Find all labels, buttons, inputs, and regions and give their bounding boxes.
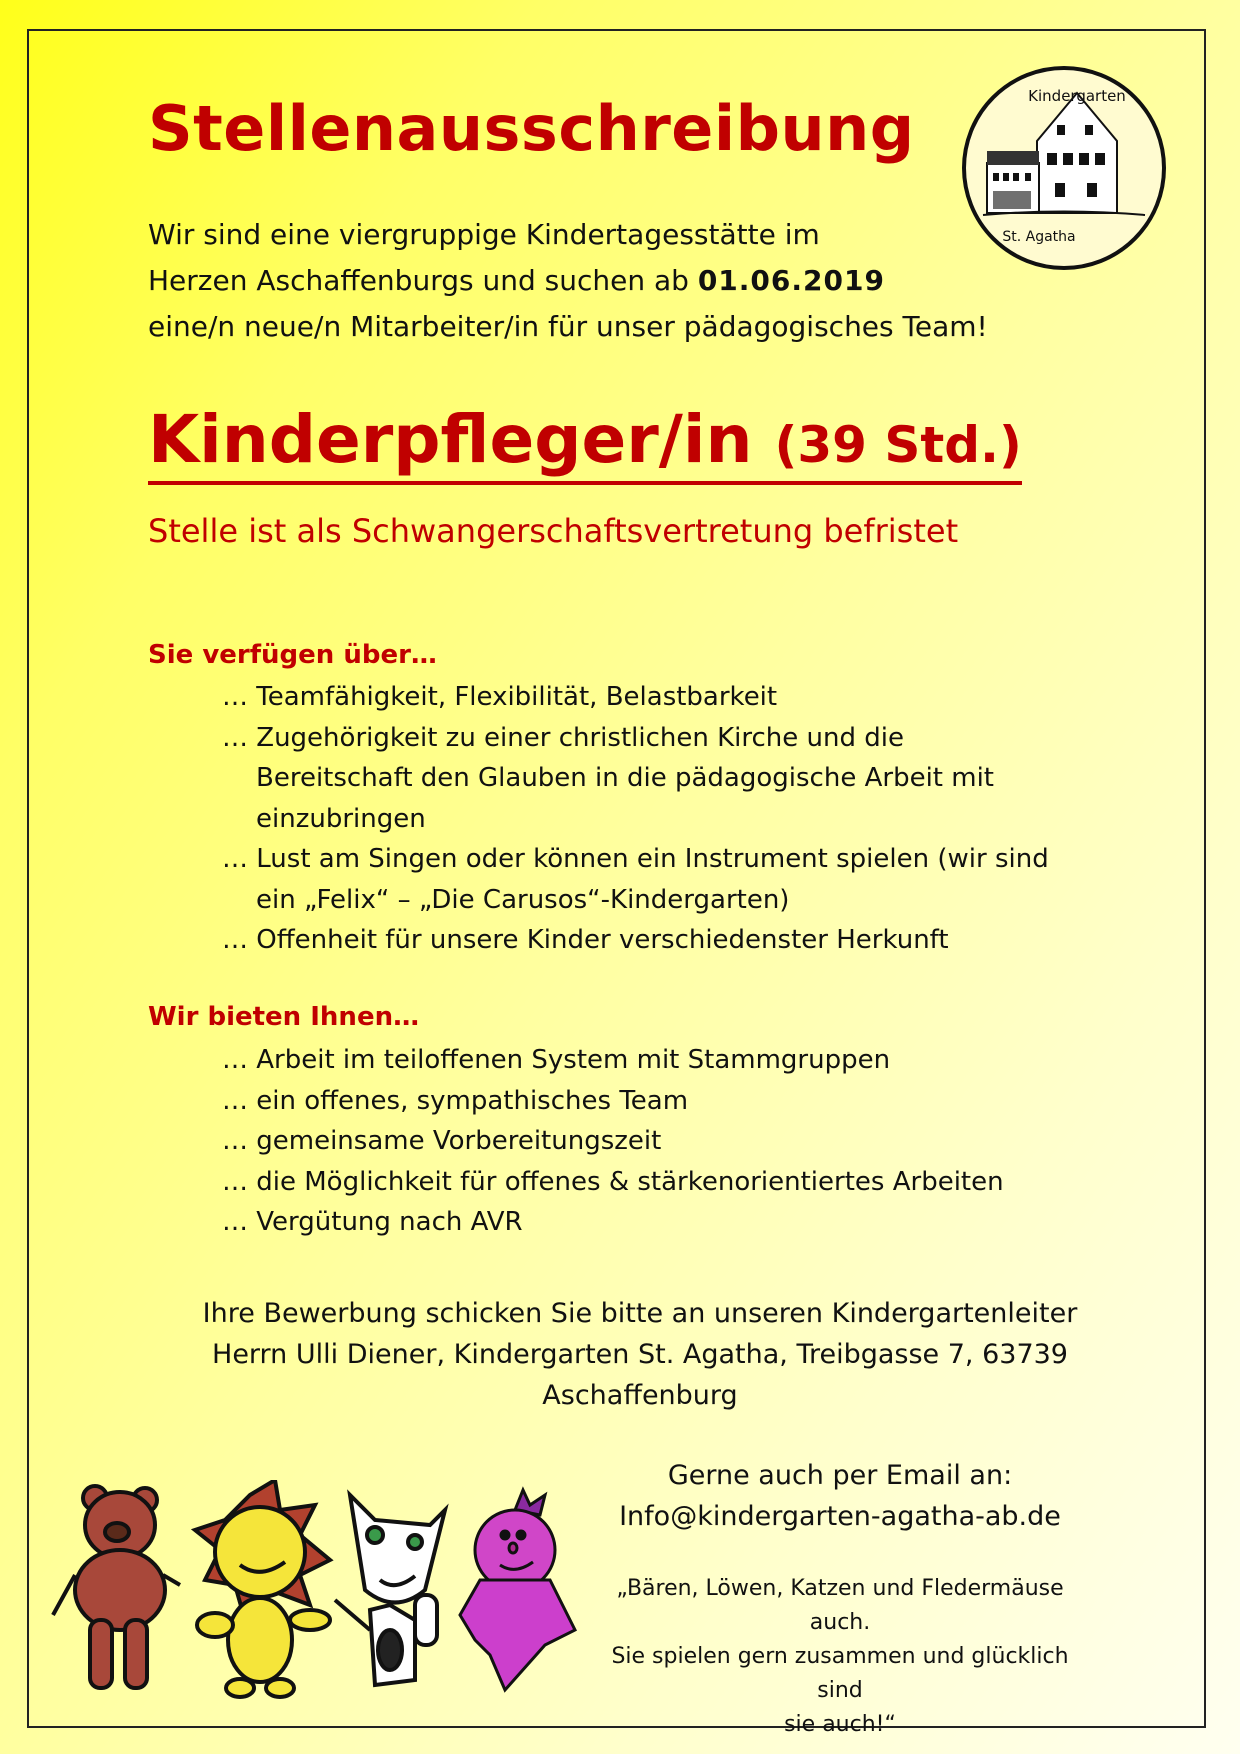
position-subtitle: Stelle ist als Schwangerschaftsvertretung befristet <box>148 512 959 550</box>
offer-item: … Vergütung nach AVR <box>222 1207 523 1237</box>
position-title <box>148 401 1022 485</box>
animal-illustrations <box>45 1480 585 1700</box>
intro-line-2-text: Herzen Aschaffenburgs und suchen ab <box>148 264 698 297</box>
offer-item: … gemeinsame Vorbereitungszeit <box>222 1126 662 1156</box>
quote-line-1: „Bären, Löwen, Katzen und Fledermäuse auch. <box>616 1576 1064 1635</box>
page-title: Stellenausschreibung <box>148 92 915 165</box>
offers-heading: Wir bieten Ihnen… <box>148 1002 420 1032</box>
offer-item: … ein offenes, sympathisches Team <box>222 1085 689 1116</box>
requirements-list <box>222 677 1049 961</box>
requirement-item-continuation: Bereitschaft den Glauben in die pädagogische Arbeit mit <box>256 763 994 793</box>
svg-text:Kindergarten: Kindergarten <box>1028 87 1126 105</box>
intro-line-3: eine/n neue/n Mitarbeiter/in für unser pädagogisches Team! <box>148 310 988 343</box>
bat-drawing <box>460 1490 575 1690</box>
requirement-item: … Teamfähigkeit, Flexibilität, Belastbarkeit <box>222 682 778 712</box>
application-line-3: Aschaffenburg <box>542 1380 738 1411</box>
cat-drawing <box>335 1495 445 1685</box>
closing-quote <box>590 1572 1090 1742</box>
requirement-item-continuation: ein „Felix“ – „Die Carusos“-Kindergarten) <box>256 884 790 915</box>
kindergarten-logo-seal <box>959 63 1169 273</box>
position-hours: (39 Std.) <box>774 416 1022 474</box>
offers-list <box>222 1040 1004 1243</box>
quote-line-3: sie auch!“ <box>784 1712 896 1737</box>
application-line-1: Ihre Bewerbung schicken Sie bitte an unseren Kindergartenleiter <box>202 1298 1078 1329</box>
requirements-heading: Sie verfügen über… <box>148 640 437 670</box>
application-address <box>160 1293 1120 1416</box>
email-link[interactable]: Info@kindergarten-agatha-ab.de <box>619 1501 1061 1532</box>
start-date: 01.06.2019 <box>697 264 885 297</box>
position-name: Kinderpfleger/in <box>148 401 753 478</box>
intro-paragraph <box>148 212 988 350</box>
svg-text:St. Agatha: St. Agatha <box>1002 229 1076 245</box>
intro-line-1: Wir sind eine viergruppige Kindertagesstätte im <box>148 218 820 251</box>
intro-line-2 <box>148 258 988 304</box>
quote-line-2: Sie spielen gern zusammen und glücklich sind <box>611 1644 1069 1703</box>
kindergarten-building-seal-icon <box>959 63 1169 273</box>
offer-item: … Arbeit im teiloffenen System mit Stammgruppen <box>222 1045 891 1075</box>
requirement-item: … Zugehörigkeit zu einer christlichen Kirche und die <box>222 722 904 753</box>
email-block <box>600 1455 1080 1537</box>
requirement-item: … Offenheit für unsere Kinder verschiedenster Herkunft <box>222 925 949 955</box>
requirement-item: … Lust am Singen oder können ein Instrument spielen (wir sind <box>222 844 1049 874</box>
email-label: Gerne auch per Email an: <box>667 1460 1013 1491</box>
offer-item: … die Möglichkeit für offenes & stärkenorientiertes Arbeiten <box>222 1166 1004 1197</box>
application-line-2: Herrn Ulli Diener, Kindergarten St. Agatha, Treibgasse 7, 63739 <box>212 1339 1068 1370</box>
lion-drawing <box>195 1480 330 1697</box>
bear-drawing <box>53 1486 180 1688</box>
requirement-item-continuation: einzubringen <box>256 803 426 834</box>
